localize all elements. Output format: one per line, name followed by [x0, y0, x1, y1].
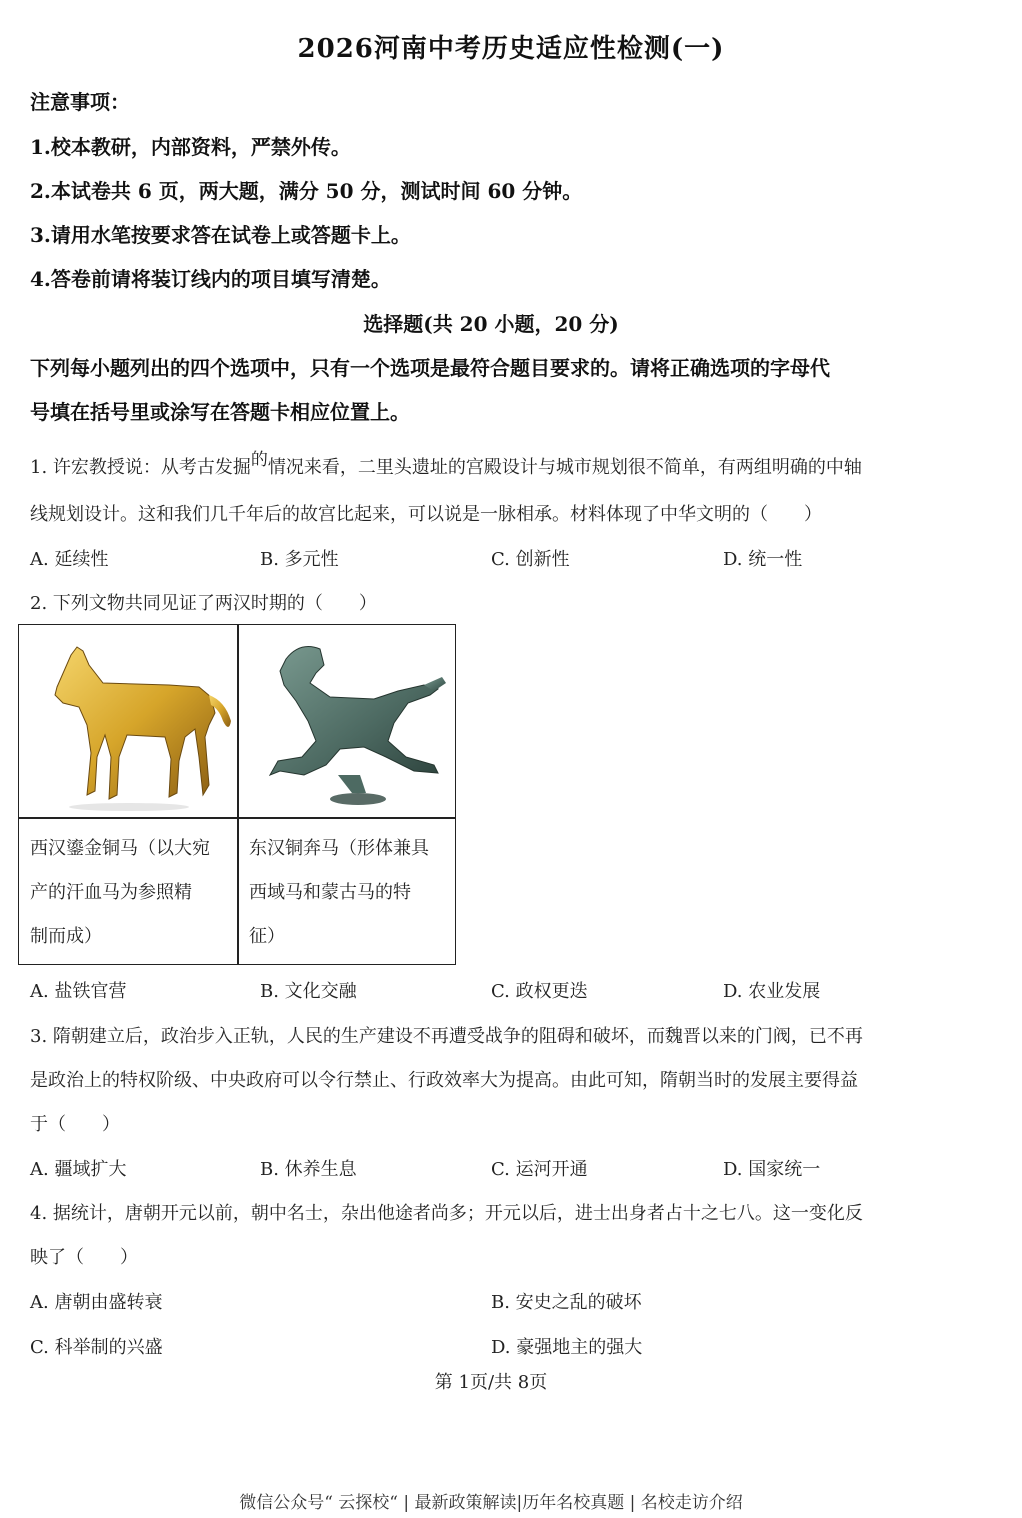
question-3-line: 3. 隋朝建立后，政治步入正轨，人民的生产建设不再遭受战争的阻碍和破坏，而魏晋以来的门阀，已不再 — [30, 1026, 863, 1047]
artifact-caption-line: 制而成） — [30, 926, 102, 947]
option-b: B. 休养生息 — [260, 1159, 357, 1180]
option-c: C. 科举制的兴盛 — [30, 1337, 163, 1358]
notice-item: 3.请用水笔按要求答在试卷上或答题卡上。 — [30, 223, 411, 247]
option-a: A. 唐朝由盛转衰 — [30, 1292, 163, 1313]
option-d: D. 国家统一 — [723, 1159, 821, 1180]
notice-heading: 注意事项： — [30, 90, 130, 114]
bronze-galloping-horse-image — [238, 625, 457, 817]
section-title: 选择题(共 20 小题，20 分) — [363, 312, 619, 336]
option-c: C. 创新性 — [491, 549, 570, 570]
section-instruction: 号填在括号里或涂写在答题卡相应位置上。 — [30, 400, 410, 424]
artifact-caption-line: 产的汗血马为参照精 — [30, 882, 192, 903]
table-divider — [19, 817, 455, 819]
question-1-line: 1. 许宏教授说：从考古发掘的情况来看，二里头遗址的宫殿设计与城市规划很不简单，有两组明确的中轴 — [30, 450, 862, 478]
option-d: D. 豪强地主的强大 — [491, 1337, 643, 1358]
artifact-caption-line: 西汉鎏金铜马（以大宛 — [30, 838, 210, 859]
artifact-caption-line: 东汉铜奔马（形体兼具 — [249, 838, 429, 859]
notice-item: 1.校本教研，内部资料，严禁外传。 — [30, 135, 351, 159]
question-4-line: 映了（ ） — [30, 1247, 138, 1268]
artifact-caption-line: 西域马和蒙古马的特 — [249, 882, 411, 903]
artifact-caption-line: 征） — [249, 926, 285, 947]
option-c: C. 政权更迭 — [491, 981, 588, 1002]
notice-item: 4.答卷前请将装订线内的项目填写清楚。 — [30, 267, 391, 291]
option-b: B. 文化交融 — [260, 981, 357, 1002]
promo-footer: 微信公众号“ 云探校“ | 最新政策解读|历年名校真题 | 名校走访介绍 — [239, 1493, 743, 1513]
option-d: D. 统一性 — [723, 549, 803, 570]
option-b: B. 多元性 — [260, 549, 339, 570]
option-c: C. 运河开通 — [491, 1159, 588, 1180]
question-3-line: 是政治上的特权阶级、中央政府可以令行禁止、行政效率大为提高。由此可知，隋朝当时的发展主要得益 — [30, 1070, 858, 1091]
option-a: A. 延续性 — [30, 549, 109, 570]
option-a: A. 疆域扩大 — [30, 1159, 127, 1180]
gilded-bronze-horse-image — [19, 625, 237, 817]
page-title: 2026河南中考历史适应性检测(一) — [297, 34, 725, 64]
page-number: 第 1页/共 8页 — [434, 1372, 548, 1393]
question-1-line: 线规划设计。这和我们几千年后的故宫比起来，可以说是一脉相承。材料体现了中华文明的（ ） — [30, 504, 822, 525]
question-3-line: 于（ ） — [30, 1114, 120, 1135]
option-a: A. 盐铁官营 — [30, 981, 127, 1002]
question-4-line: 4. 据统计，唐朝开元以前，朝中名士，杂出他途者尚多；开元以后，进士出身者占十之七八。这一变化反 — [30, 1203, 863, 1224]
option-d: D. 农业发展 — [723, 981, 821, 1002]
option-b: B. 安史之乱的破坏 — [491, 1292, 642, 1313]
notice-item: 2.本试卷共 6 页，两大题，满分 50 分，测试时间 60 分钟。 — [30, 179, 583, 203]
artifact-table — [18, 624, 456, 965]
question-2-line: 2. 下列文物共同见证了两汉时期的（ ） — [30, 593, 377, 614]
section-instruction: 下列每小题列出的四个选项中，只有一个选项是最符合题目要求的。请将正确选项的字母代 — [30, 356, 830, 380]
